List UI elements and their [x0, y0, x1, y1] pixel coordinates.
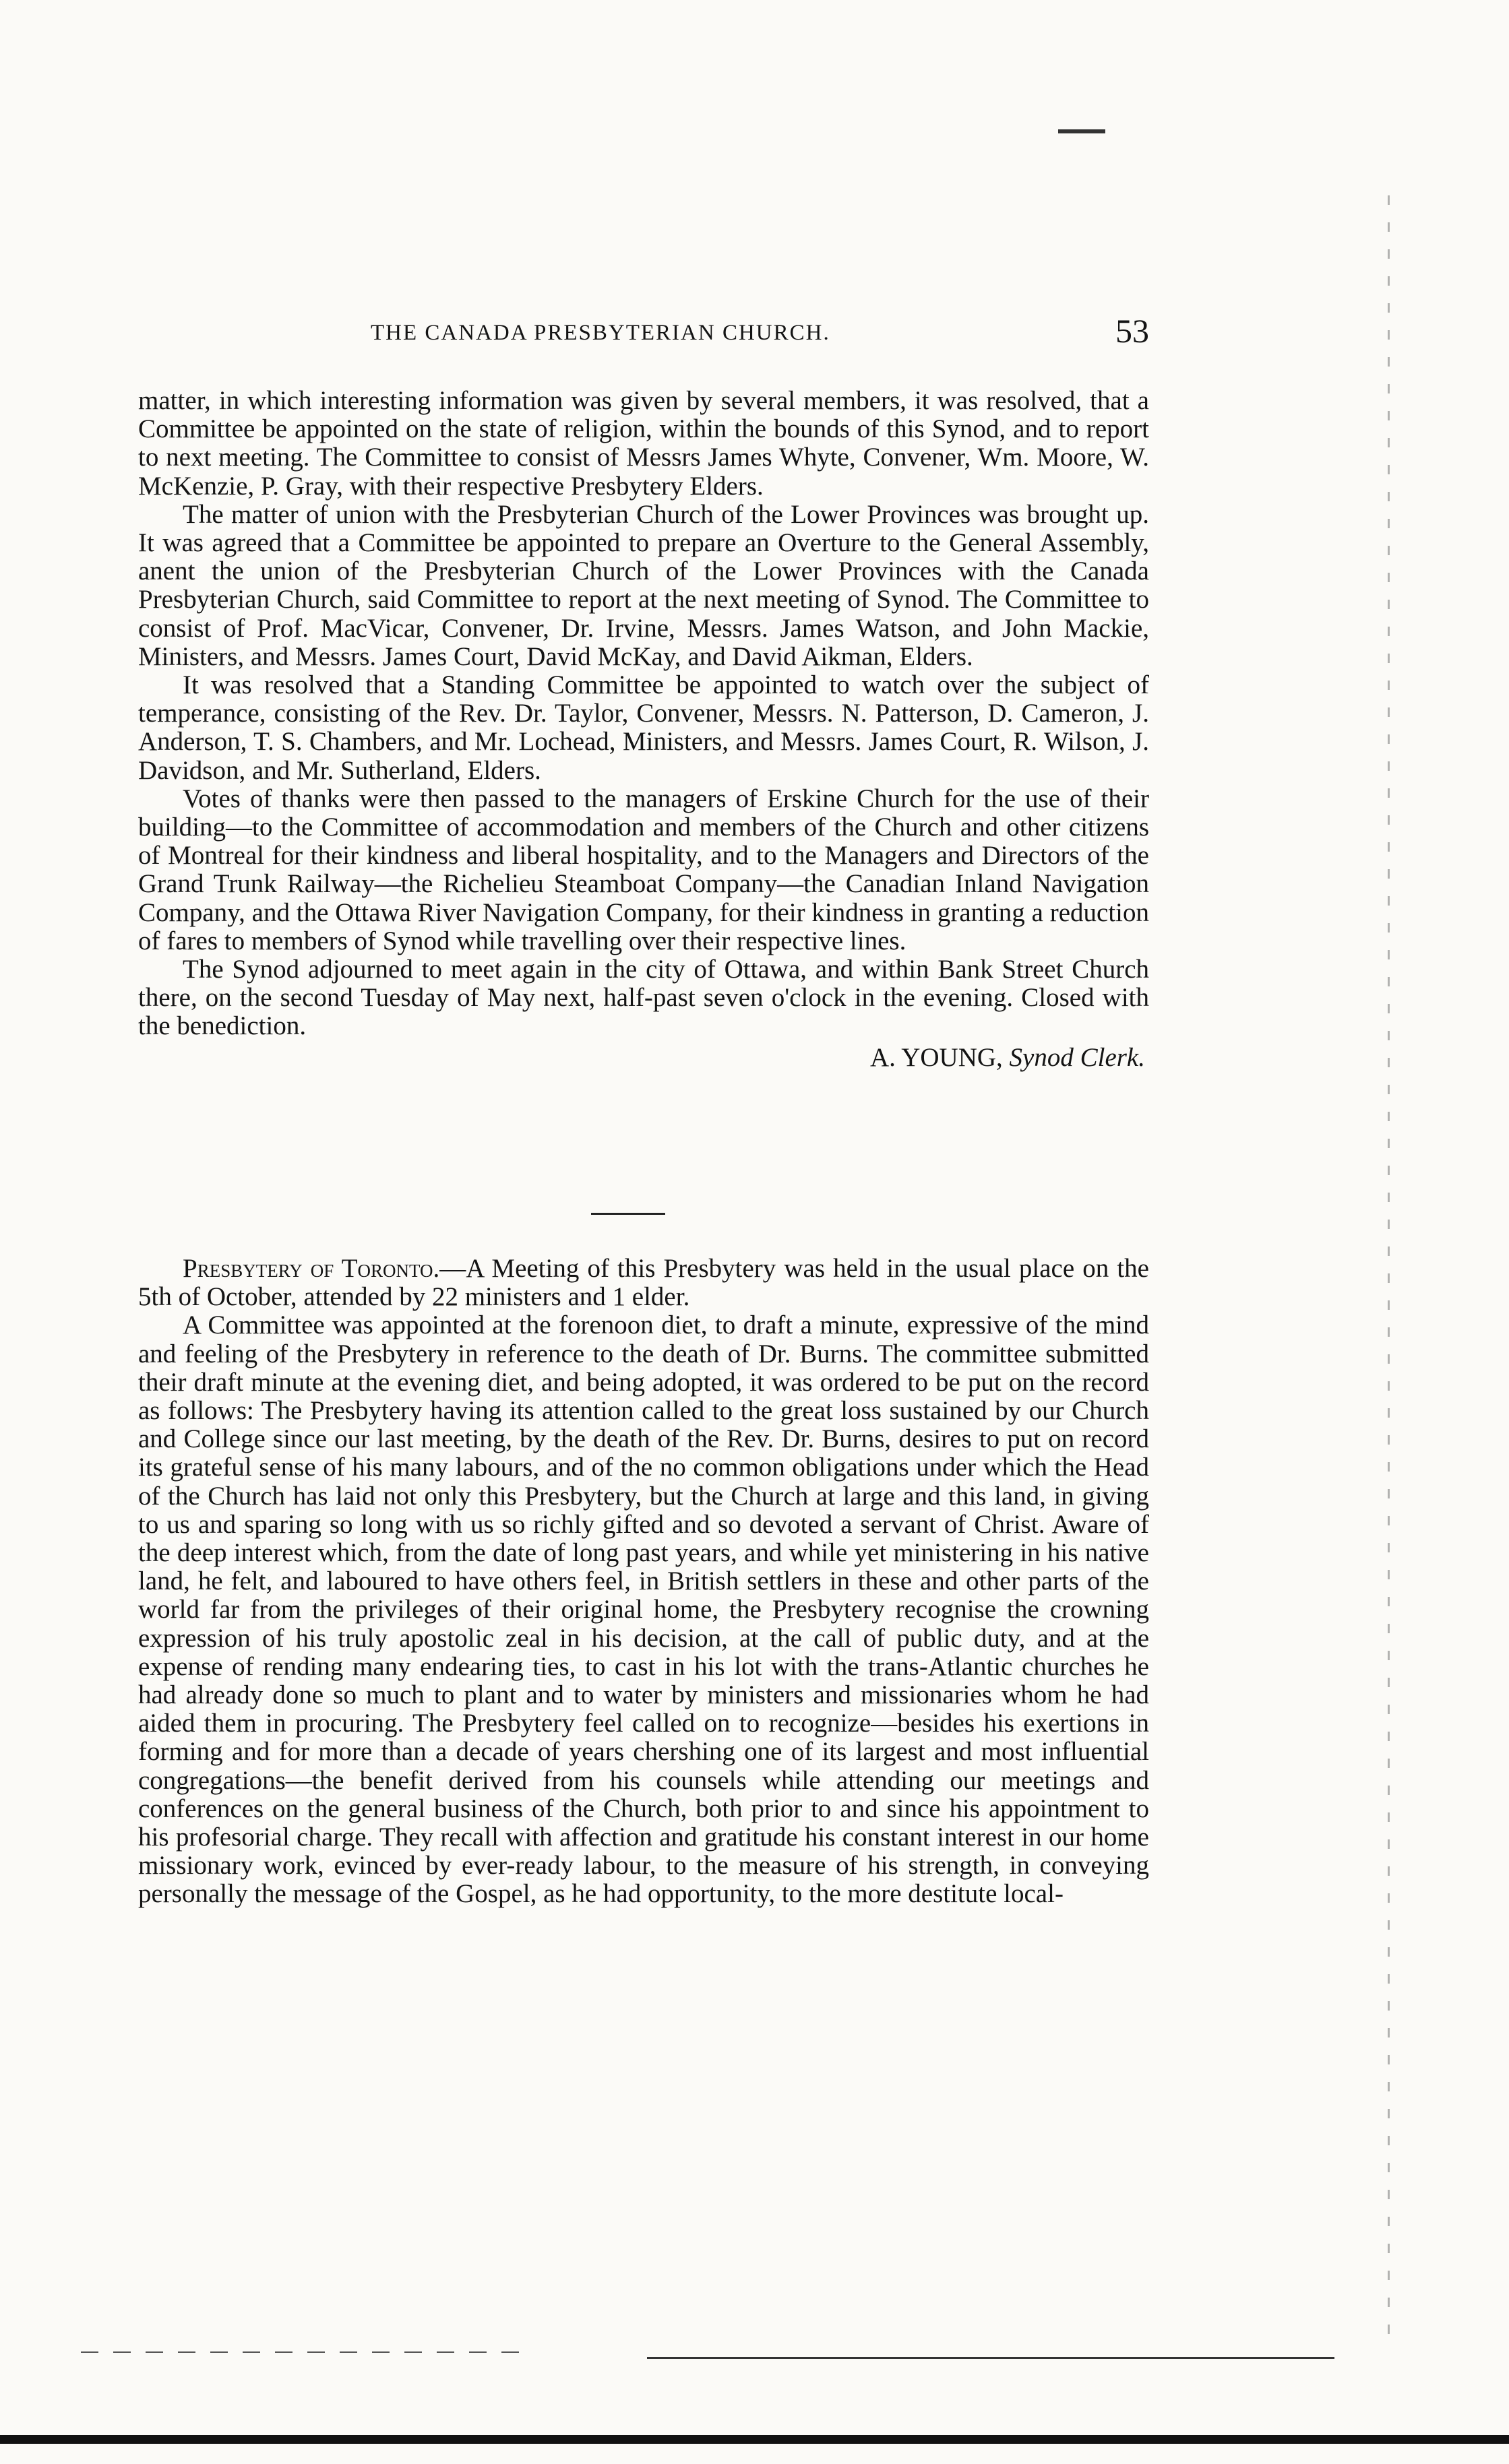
signature-title: Synod Clerk. — [1009, 1042, 1145, 1072]
toronto-minutes — [138, 1255, 1149, 1909]
running-title: THE CANADA PRESBYTERIAN CHURCH. — [371, 321, 830, 345]
paragraph-state-of-religion: matter, in which interesting information was given by several members, it was resolved, that a Committee be appointed on the state of religion, within the bounds of this Synod, and to report to next meeting. The Committee to consist of Messrs James Whyte, Convener, Wm. Moore, W. McKenzie, P. Gray, with their respective Presbytery Elders. — [138, 386, 1149, 501]
bottom-edge-bar — [0, 2435, 1509, 2444]
page-header — [138, 311, 1149, 365]
paragraph-votes-of-thanks: Votes of thanks were then passed to the managers of Erskine Church for the use of their building—to the Committee of accommodation and members of the Church and other citizens of Montreal for their kindness and liberal hospitality, and to the Managers and Directors of the Grand Trunk Railway—the Richelieu Steamboat Company—the Canadian Inland Navigation Company, and the Ottawa River Navigation Company, for their kindness in granting a reduction of fares to members of Synod while travelling over their respective lines. — [138, 784, 1149, 955]
section-heading: Presbytery of Toronto. — [183, 1254, 440, 1283]
synod-minutes — [138, 387, 1149, 1072]
paragraph-burns-minute: A Committee was appointed at the forenoon diet, to draft a minute, expressive of the mind and feeling of the Presbytery in reference to the death of Dr. Burns. The committee submitted their draft minute at the evening diet, and being adopted, it was ordered to be put on the record as follows: The Presbytery having its attention called to the great loss sustained by our Church and College since our last meeting, by the death of the Rev. Dr. Burns, desires to put on record its grateful sense of his many labours, and of the no common obligations under which the Head of the Church has laid not only this Presbytery, but the Church at large and this land, in giving to us and sparing so long with us so richly gifted and so devoted a servant of Christ. Aware of the deep interest which, from the date of long past years, and while yet ministering in his native land, he felt, and laboured to have others feel, in British settlers in these and other parts of the world far from the privileges of their original home, the Presbytery recognise the crowning expression of his truly apostolic zeal in his decision, at the call of public duty, and at the expense of rending many endearing ties, to cast in his lot with the trans-Atlantic churches he had already done so much to plant and to water by ministers and missionaries whom he had aided them in procuring. The Presbytery feel called on to recognize—besides his exertions in forming and for more than a decade of years chershing one of its largest and most influential congregations—the benefit derived from his counsels while attending our meetings and conferences on the general business of the Church, both prior to and since his appointment to his profesorial charge. They recall with affection and gratitude his constant interest in our home missionary work, evinced by ever-ready labour, to the measure of his strength, in conveying personally the message of the Gospel, as he had opportunity, to the more destitute local- — [138, 1310, 1149, 1909]
page-edge — [1388, 195, 1390, 2351]
paragraph-adjournment: The Synod adjourned to meet again in the city of Ottawa, and within Bank Street Church there, on the second Tuesday of May next, half-past seven o'clock in the evening. Closed with the benediction. — [138, 955, 1149, 1041]
paragraph-temperance: It was resolved that a Standing Committee be appointed to watch over the subject of temperance, consisting of the Rev. Dr. Taylor, Convener, Messrs. N. Patterson, D. Cameron, J. Anderson, T. S. Chambers, and Mr. Lochead, Ministers, and Messrs. James Court, R. Wilson, J. Davidson, and Mr. Sutherland, Elders. — [138, 670, 1149, 785]
margin-scan-artifacts — [1307, 168, 1482, 2358]
page-number: 53 — [1115, 312, 1149, 350]
paragraph-union: The matter of union with the Presbyterian Church of the Lower Provinces was brought up. It was agreed that a Committee be appointed to prepare an Overture to the General Assembly, anent the union of the Presbyterian Church of the Lower Provinces with the Canada Presbyterian Church, said Committee to report at the next meeting of Synod. The Committee to consist of Prof. MacVicar, Convener, Dr. Irvine, Messrs. James Watson, and John Mackie, Ministers, and Messrs. James Court, David McKay, and David Aikman, Elders. — [138, 499, 1149, 671]
paragraph-toronto-meeting — [138, 1255, 1149, 1311]
toronto-lead: —A Meeting of this Presbytery was held in the usual place on the 5th of October, attended by 22 ministers and 1 elder. — [138, 1254, 1149, 1312]
bottom-rule — [647, 2357, 1334, 2359]
signature-name: A. YOUNG, — [869, 1042, 1003, 1072]
signature — [138, 1044, 1149, 1072]
scan-mark — [1058, 129, 1105, 133]
section-divider — [591, 1213, 665, 1215]
bottom-dashed-line — [81, 2351, 526, 2353]
